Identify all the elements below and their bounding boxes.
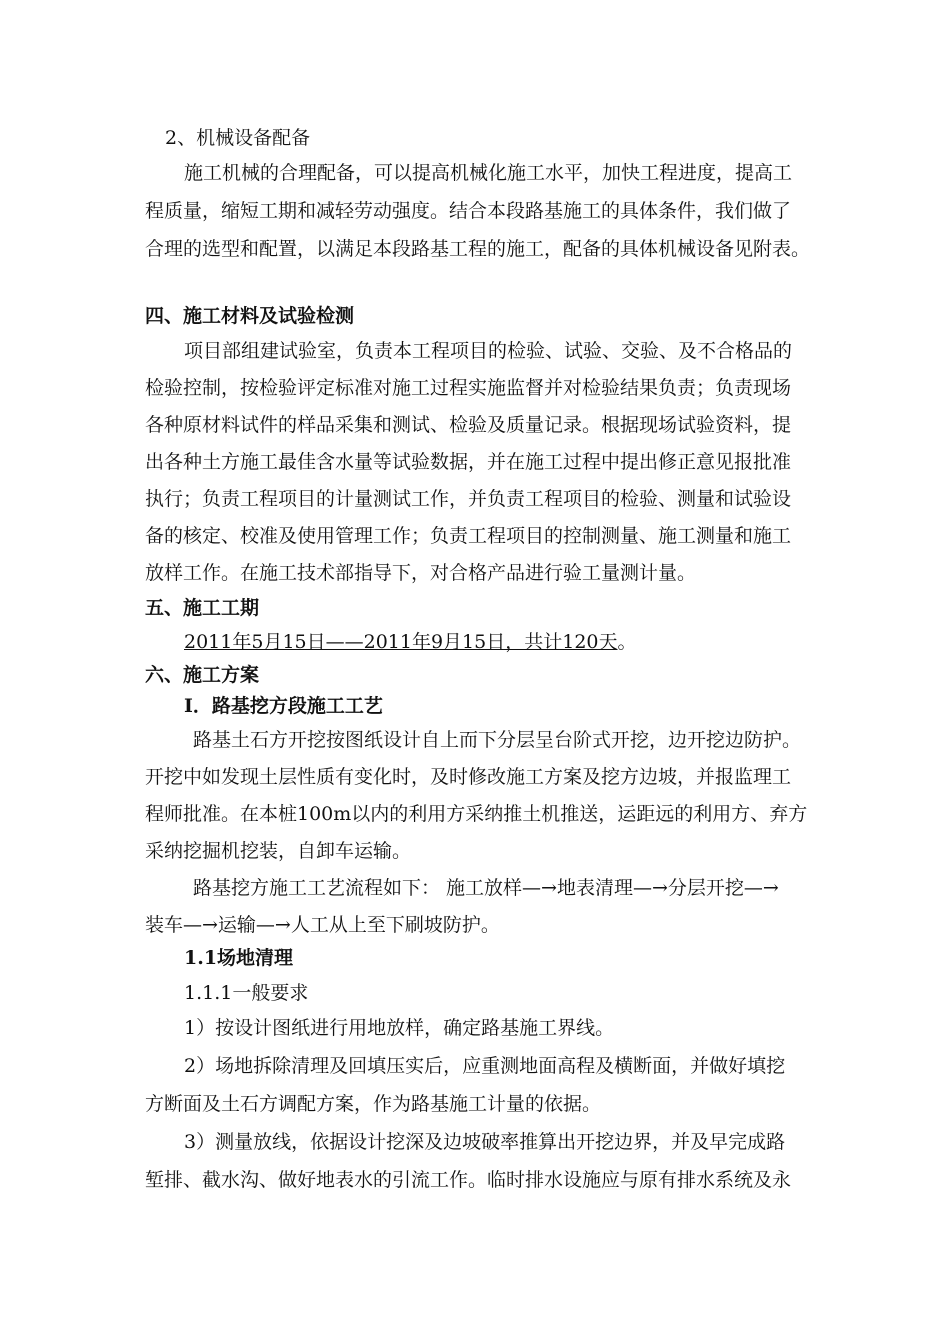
equipment-heading: 2、机械设备配备 [165, 127, 311, 149]
plan-p1-line-1: 路基土石方开挖按图纸设计自上而下分层呈台阶式开挖，边开挖边防护。 [193, 729, 802, 751]
general-heading: 1.1.1一般要求 [184, 982, 309, 1004]
plan-p1-line-2: 开挖中如发现土层性质有变化时，及时修改施工方案及挖方边坡，并报监理工 [145, 766, 792, 788]
equipment-line-2: 程质量，缩短工期和减轻劳动强度。结合本段路基施工的具体条件，我们做了 [145, 200, 792, 222]
equipment-line-1: 施工机械的合理配备，可以提高机械化施工水平，加快工程进度，提高工 [184, 162, 793, 184]
clearing-heading: 1.1场地清理 [184, 947, 294, 969]
plan-p2-line-2: 装车—→运输—→人工从上至下刷坡防护。 [145, 914, 500, 936]
plan-p1-line-3: 程师批准。在本桩100m以内的利用方采纳推土机推送，运距远的利用方、弃方 [145, 803, 808, 825]
materials-line-2: 检验控制，按检验评定标准对施工过程实施监督并对检验结果负责；负责现场 [145, 377, 792, 399]
schedule-end-mark: 。 [617, 631, 637, 653]
schedule-dates: 2011年5月15日——2011年9月15日，共计120天 [184, 631, 618, 653]
materials-line-3: 各种原材料试件的样品采集和测试、检验及质量记录。根据现场试验资料，提 [145, 414, 792, 436]
plan-p1-line-4: 采纳挖掘机挖装，自卸车运输。 [145, 840, 412, 862]
equipment-line-3: 合理的选型和配置，以满足本段路基工程的施工，配备的具体机械设备见附表。 [145, 238, 811, 260]
materials-line-7: 放样工作。在施工技术部指导下，对合格产品进行验工量测计量。 [145, 562, 697, 584]
plan-heading: 六、施工方案 [145, 664, 260, 686]
schedule-line [184, 630, 637, 654]
materials-line-4: 出各种土方施工最佳含水量等试验数据，并在施工过程中提出修正意见报批准 [145, 451, 792, 473]
materials-line-6: 备的核定、校准及使用管理工作；负责工程项目的控制测量、施工测量和施工 [145, 525, 792, 547]
item-2-line-2: 方断面及土石方调配方案，作为路基施工计量的依据。 [145, 1093, 602, 1115]
item-2-line-1: 2）场地拆除清理及回填压实后，应重测地面高程及横断面，并做好填挖 [184, 1055, 786, 1077]
schedule-heading: 五、施工工期 [145, 597, 260, 619]
item-1: 1）按设计图纸进行用地放样，确定路基施工界线。 [184, 1017, 615, 1039]
item-3-line-2: 堑排、截水沟、做好地表水的引流工作。临时排水设施应与原有排水系统及永 [145, 1169, 792, 1191]
materials-line-1: 项目部组建试验室，负责本工程项目的检验、试验、交验、及不合格品的 [184, 340, 793, 362]
materials-line-5: 执行；负责工程项目的计量测试工作，并负责工程项目的检验、测量和试验设 [145, 488, 792, 510]
plan-p2-line-1: 路基挖方施工工艺流程如下： 施工放样—→地表清理—→分层开挖—→ [193, 877, 779, 899]
item-3-line-1: 3）测量放线，依据设计挖深及边坡破率推算出开挖边界，并及早完成路 [184, 1131, 786, 1153]
plan-sub-heading: Ⅰ．路基挖方段施工工艺 [184, 695, 383, 717]
materials-heading: 四、施工材料及试验检测 [145, 305, 355, 327]
